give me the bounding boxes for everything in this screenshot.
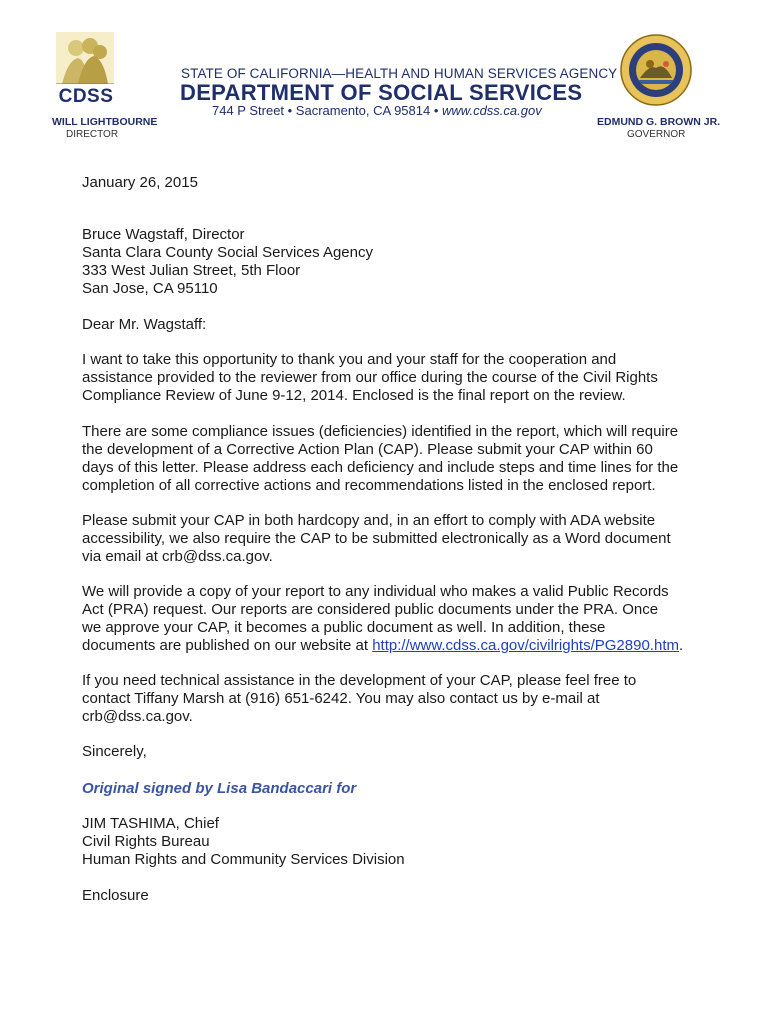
recipient-line: San Jose, CA 95110 xyxy=(82,280,218,297)
paragraph-line: completion of all corrective actions and recommendations listed in the enclosed report. xyxy=(82,477,656,494)
paragraph-2 xyxy=(82,423,678,495)
salutation: Dear Mr. Wagstaff: xyxy=(82,316,207,333)
cdss-logo-text: CDSS xyxy=(58,86,114,107)
california-seal-icon xyxy=(620,34,692,106)
website-text: www.cdss.ca.gov xyxy=(442,103,542,118)
paragraph-line: Compliance Review of June 9-12, 2014. Enclosed is the final report on the review. xyxy=(82,387,626,404)
paragraph-line: Act (PRA) request. Our reports are considered public documents under the PRA. Once xyxy=(82,601,659,618)
civil-rights-link[interactable]: http://www.cdss.ca.gov/civilrights/PG2890.htm xyxy=(372,637,679,654)
paragraph-line: via email at crb@dss.ca.gov. xyxy=(82,548,273,565)
link-suffix: . xyxy=(678,637,684,654)
recipient-line: Bruce Wagstaff, Director xyxy=(82,226,245,243)
letter-date: January 26, 2015 xyxy=(82,174,198,191)
paragraph-line: days of this letter. Please address each deficiency and include steps and time lines for the xyxy=(82,459,679,476)
link-prefix: documents are published on our website at xyxy=(82,637,373,654)
agency-line: STATE OF CALIFORNIA—HEALTH AND HUMAN SERVICES AGENCY xyxy=(181,66,618,81)
department-title: DEPARTMENT OF SOCIAL SERVICES xyxy=(180,80,583,105)
recipient-block xyxy=(82,226,373,298)
signed-note: Original signed by Lisa Bandaccari for xyxy=(82,780,357,797)
paragraph-line xyxy=(82,637,683,655)
governor-name: EDMUND G. BROWN JR. xyxy=(597,116,721,128)
recipient-line: 333 West Julian Street, 5th Floor xyxy=(82,262,301,279)
address-line xyxy=(212,103,542,118)
closing: Sincerely, xyxy=(82,743,147,760)
recipient-line: Santa Clara County Social Services Agency xyxy=(82,244,373,261)
paragraph-4 xyxy=(82,583,683,655)
director-name: WILL LIGHTBOURNE xyxy=(52,116,158,128)
paragraph-line: If you need technical assistance in the development of your CAP, please feel free to xyxy=(82,672,637,689)
signature-line: Civil Rights Bureau xyxy=(82,833,210,850)
paragraph-3 xyxy=(82,512,671,566)
paragraph-line: the development of a Corrective Action Plan (CAP). Please submit your CAP within 60 xyxy=(82,441,653,458)
paragraph-line: accessibility, we also require the CAP to be submitted electronically as a Word document xyxy=(82,530,671,547)
paragraph-line: Please submit your CAP in both hardcopy and, in an effort to comply with ADA website xyxy=(82,512,656,529)
governor-title: GOVERNOR xyxy=(627,129,686,140)
signature-line: Human Rights and Community Services Division xyxy=(82,851,405,868)
paragraph-line: contact Tiffany Marsh at (916) 651-6242. You may also contact us by e-mail at xyxy=(82,690,600,707)
paragraph-1 xyxy=(82,351,658,405)
paragraph-line: There are some compliance issues (deficiencies) identified in the report, which will require xyxy=(82,423,679,440)
signature-block xyxy=(82,815,405,869)
paragraph-line: assistance provided to the reviewer from our office during the course of the Civil Rights xyxy=(82,369,658,386)
paragraph-line: I want to take this opportunity to thank you and your staff for the cooperation and xyxy=(82,351,617,368)
cdss-logo-icon xyxy=(56,32,114,84)
street-address: 744 P Street • Sacramento, CA 95814 • xyxy=(212,103,439,118)
director-title: DIRECTOR xyxy=(66,129,119,140)
paragraph-line: crb@dss.ca.gov. xyxy=(82,708,193,725)
paragraph-line: We will provide a copy of your report to any individual who makes a valid Public Records xyxy=(82,583,669,600)
paragraph-line: we approve your CAP, it becomes a public document as well. In addition, these xyxy=(82,619,606,636)
paragraph-5 xyxy=(82,672,636,726)
signature-line: JIM TASHIMA, Chief xyxy=(82,815,219,832)
enclosure-note: Enclosure xyxy=(82,887,149,904)
